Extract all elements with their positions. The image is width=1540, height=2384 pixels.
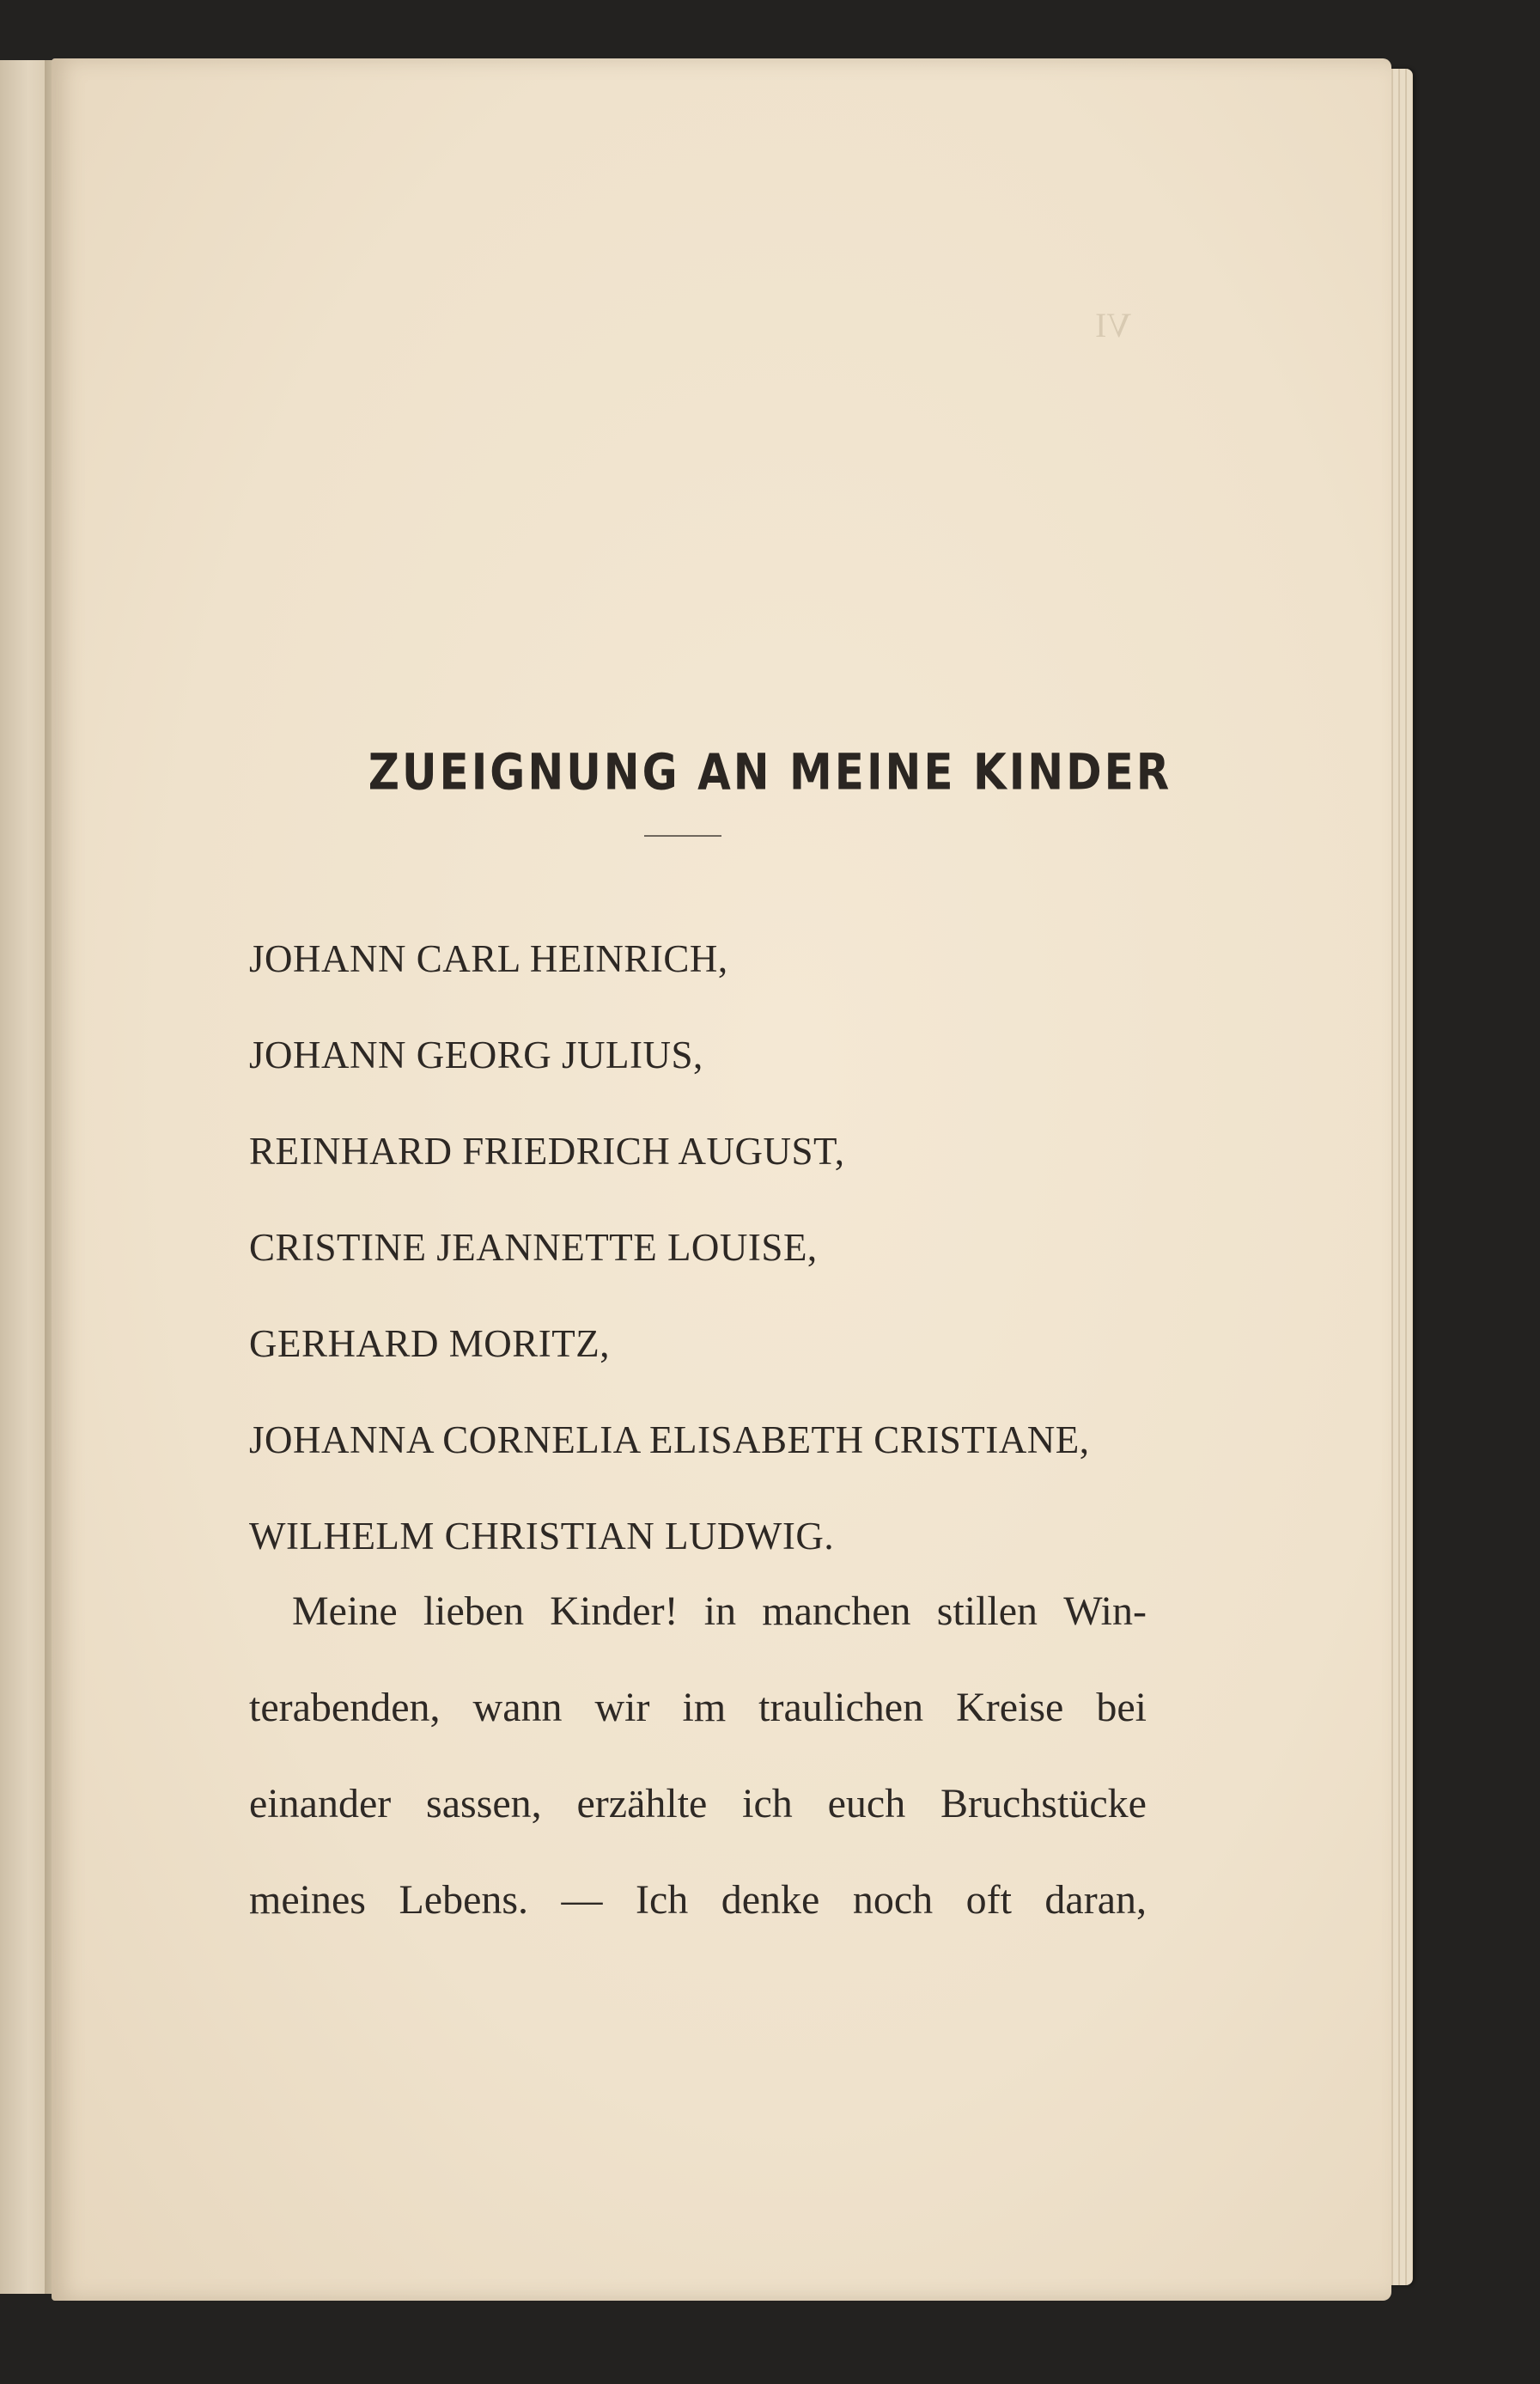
paragraph-word: sassen, <box>426 1781 542 1826</box>
paragraph-word: ich <box>742 1781 793 1826</box>
paragraph-word: — <box>561 1877 603 1923</box>
paragraph-word: Kinder! <box>550 1588 679 1634</box>
paragraph-word: im <box>682 1685 727 1730</box>
dedication-names <box>249 911 1090 1584</box>
page-title: ZUEIGNUNG AN MEINE KINDER <box>368 743 1172 802</box>
paragraph-line <box>249 1852 1147 1948</box>
dedication-paragraph <box>249 1564 1147 1948</box>
paragraph-word: Lebens. <box>399 1877 529 1923</box>
paragraph-word: stillen <box>936 1588 1038 1634</box>
paragraph-word: denke <box>721 1877 820 1923</box>
paragraph-word: wir <box>594 1685 650 1730</box>
dedication-name: WILHELM CHRISTIAN LUDWIG. <box>249 1515 835 1558</box>
paragraph-word: meines <box>249 1877 366 1923</box>
paragraph-word: einander <box>249 1781 392 1826</box>
paragraph-word: noch <box>852 1877 934 1923</box>
paragraph-line <box>249 1756 1147 1852</box>
paragraph-word: erzählte <box>576 1781 708 1826</box>
paragraph-word: euch <box>827 1781 906 1826</box>
dedication-name: JOHANN CARL HEINRICH, <box>249 937 728 980</box>
dedication-name: JOHANNA CORNELIA ELISABETH CRISTIANE, <box>249 1418 1090 1461</box>
paragraph-word: Kreise <box>956 1685 1064 1730</box>
paragraph-word: Ich <box>635 1877 689 1923</box>
dedication-name: REINHARD FRIEDRICH AUGUST, <box>249 1130 845 1173</box>
paragraph-line <box>249 1564 1147 1660</box>
paragraph-word: manchen <box>762 1588 911 1634</box>
dedication-name: GERHARD MORITZ, <box>249 1322 610 1365</box>
paragraph-word: traulichen <box>758 1685 924 1730</box>
paragraph-word: Meine <box>292 1588 398 1634</box>
page-number: VI <box>1095 306 1132 344</box>
paragraph-word: Bruchstücke <box>940 1781 1147 1826</box>
paragraph-word: wann <box>472 1685 563 1730</box>
paragraph-word: oft <box>965 1877 1012 1923</box>
paragraph-word: terabenden, <box>249 1685 441 1730</box>
paragraph-word: lieben <box>423 1588 525 1634</box>
paragraph-word: Win- <box>1063 1588 1147 1634</box>
dedication-name: CRISTINE JEANNETTE LOUISE, <box>249 1226 818 1269</box>
paragraph-word: bei <box>1096 1685 1147 1730</box>
title-rule <box>644 835 721 837</box>
left-page-edge <box>0 60 52 2294</box>
paragraph-word: in <box>703 1588 737 1634</box>
paragraph-word: daran, <box>1044 1877 1147 1923</box>
paragraph-line <box>249 1660 1147 1756</box>
dedication-name: JOHANN GEORG JULIUS, <box>249 1033 703 1076</box>
